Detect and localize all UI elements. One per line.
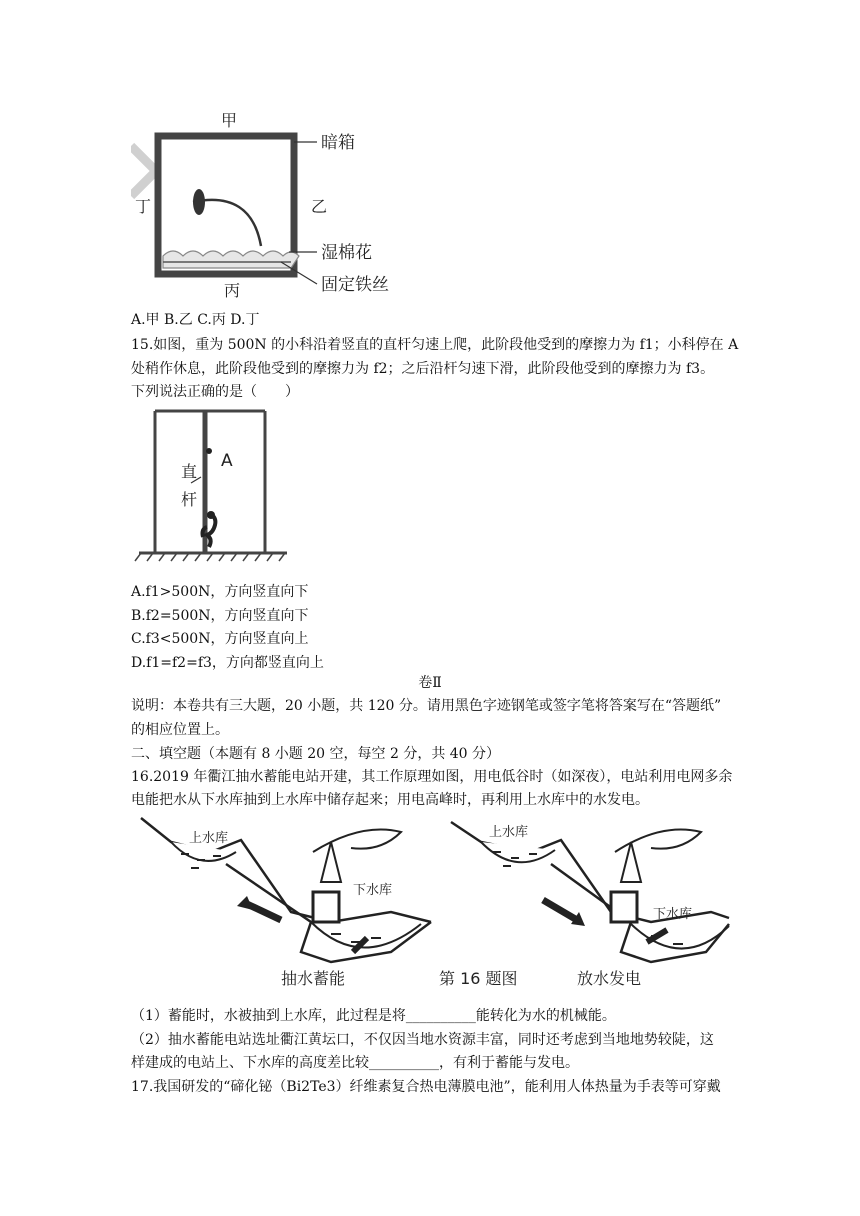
right-lower-reservoir-label: 下水库 bbox=[653, 907, 693, 922]
label-yi: 乙 bbox=[311, 197, 328, 216]
q15-option-d: D.f1=f2=f3，方向都竖直向上 bbox=[131, 655, 324, 671]
label-wet-cotton: 湿棉花 bbox=[321, 243, 372, 263]
caption-generating: 放水发电 bbox=[577, 969, 642, 988]
q15-option-a: A.f1>500N，方向竖直向下 bbox=[131, 584, 309, 600]
q14-options: A.甲 B.乙 C.丙 D.丁 bbox=[131, 312, 260, 328]
q16-sub2-line2: 样建成的电站上、下水库的高度差比较__________，有利于蓄能与发电。 bbox=[131, 1055, 579, 1071]
part2-note-line2: 的相应位置上。 bbox=[131, 722, 229, 738]
right-upper-reservoir-label: 上水库 bbox=[489, 825, 529, 840]
q16-sub1: （1）蓄能时，水被抽到上水库，此过程是将__________能转化为水的机械能。 bbox=[131, 1008, 616, 1024]
q15-option-c: C.f3<500N，方向竖直向上 bbox=[131, 631, 309, 647]
q16-pumped-storage-figure bbox=[131, 812, 731, 996]
label-point-a: A bbox=[221, 451, 233, 471]
label-iron-wire: 固定铁丝 bbox=[321, 275, 389, 295]
part2-note-line1: 说明：本卷共有三大题，20 小题，共 120 分。请用黑色字迹钢笔或签字笔将答案写在“答题纸” bbox=[131, 698, 722, 714]
label-dark-box: 暗箱 bbox=[321, 133, 355, 153]
pumping-panel bbox=[141, 818, 431, 962]
label-rod-2: 杆 bbox=[181, 490, 198, 509]
q15-option-b: B.f2=500N，方向竖直向下 bbox=[131, 608, 309, 624]
q15-stem-line2: 处稍作休息，此阶段他受到的摩擦力为 f2；之后沿杆匀速下滑，此阶段他受到的摩擦力为 f3。 bbox=[131, 361, 715, 377]
left-upper-reservoir-label: 上水库 bbox=[189, 831, 229, 846]
generating-panel bbox=[451, 822, 729, 962]
part2-title: 卷Ⅱ bbox=[418, 675, 442, 691]
q16-stem-line2: 电能把水从下水库抽到上水库中储存起来；用电高峰时，再利用上水库中的水发电。 bbox=[131, 792, 649, 808]
q17-stem-line1: 17.我国研发的“碲化铋（Bi2Te3）纤维素复合热电薄膜电池”，能利用人体热量为手表等可穿戴 bbox=[131, 1079, 721, 1095]
label-ding: 丁 bbox=[135, 197, 152, 216]
label-bing: 丙 bbox=[224, 281, 241, 300]
q15-pole-figure bbox=[131, 405, 291, 565]
q16-stem-line1: 16.2019 年衢江抽水蓄能电站开建，其工作原理如图，用电低谷时（如深夜），电站利用电网多余 bbox=[131, 769, 733, 785]
label-jia: 甲 bbox=[221, 111, 238, 130]
q15-stem-line3: 下列说法正确的是（ ） bbox=[131, 384, 299, 400]
left-lower-reservoir-label: 下水库 bbox=[353, 883, 393, 898]
q15-stem-line1: 15.如图，重为 500N 的小科沿着竖直的直杆匀速上爬，此阶段他受到的摩擦力为 f1；小科停在 A bbox=[131, 337, 739, 353]
q14-dark-box-figure bbox=[131, 106, 421, 302]
caption-pumping: 抽水蓄能 bbox=[281, 969, 346, 988]
label-rod-1: 直 bbox=[181, 462, 198, 481]
section-heading: 二、填空题（本题有 8 小题 20 空，每空 2 分，共 40 分） bbox=[131, 746, 501, 762]
q16-sub2-line1: （2）抽水蓄能电站选址衢江黄坛口，不仅因当地水资源丰富，同时还考虑到当地地势较陡，这 bbox=[131, 1032, 714, 1048]
caption-figure-16: 第 16 题图 bbox=[439, 969, 518, 988]
